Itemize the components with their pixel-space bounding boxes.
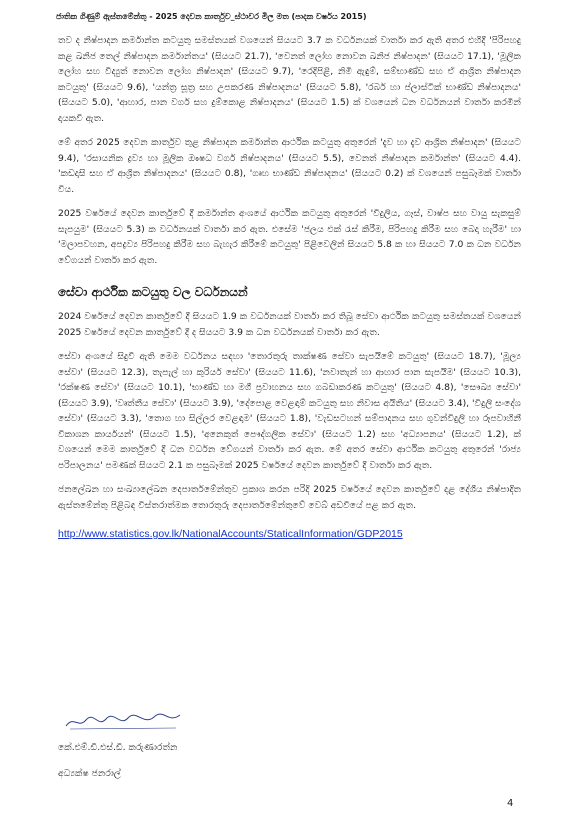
signatory-title: අධ්‍යක්ෂ ජනරාල් bbox=[58, 768, 121, 779]
statistics-website-link[interactable]: http://www.statistics.gov.lk/NationalAccounts/StaticalInformation/GDP2015 bbox=[58, 528, 403, 540]
paragraph-services-detail: සේවා අංශයේ සිදුවී ඇති මෙම වර්ධනය සඳහා 'තොරතුරු තාක්ෂණ සේවා සැපයීමේ කටයුතු' (සියයට 18.7), 'මූල්‍ය සේවා' (සියයට 12.3), තැපැල් හා කුරියර් සේවා' (සියයට 11.6), 'නවාතැන් හා ආහාර පාන සැපයීම' (සියයට 10.3), 'රක්ෂණ සේවා' (සියයට 10.1), 'භාණ්ඩ හා මගී ප්‍රවාහනය සහ ගබඩාකරණ කටයුතු' (සියයට 4.8), 'සෞඛ්‍ය සේවා' (සියයට 3.9), 'වෘත්තීය සේවා' (සියයට 3.9), 'දේපොළ වෙළඳාම් කටයුතු සහ නිවාස අයිතිය' (සියයට 3.4), 'විදුලි සංදේශ සේවා' (සියයට 3.3), 'තොග හා සිල්ලර වෙළඳාම' (සියයට 1.8), 'වැඩසටහන් සම්පාදනය සහ ගුවන්විදුලි හා රූපවාහිනී විකාශන කාර්යයන්' (සියයට 1.5), 'අනෙකුත් පෞද්ගලික සේවා' (සියයට 1.2) සහ 'අධ්‍යාපනය' (සියයට 1.2), ක් වශයෙන් මෙම කාර්තුවේ දී ධන වර්ධන වේගයන් වාර්තා කර ඇත. මේ අතර සේවා ආර්ථික කටයුතු අතුරෙන් 'රාජ්‍ය පරිපාලනය' පමණක් සියයට 2.1 ක පසුබෑමක් 2025 වර්ෂයේ දෙවන කාර්තුවේ දී වාර්තා කර ඇත. bbox=[58, 351, 521, 471]
section-heading-services: සේවා ආර්ථික කටයුතු වල වර්ධනයන් bbox=[58, 285, 248, 299]
document-body bbox=[58, 33, 521, 541]
page-header: ජාතික ගිණුම් ඇස්තමේන්තු - 2025 දෙවන කාර්තුව_ස්ථාවර මිල මත (පාදක වර්ෂය 2015) bbox=[56, 12, 367, 21]
paragraph-manufacturing-decline: මේ අතර 2025 දෙවන කාර්තුව තුළ නිෂ්පාදන කර්මාන්ත ආර්ථික කටයුතු අතුරෙන් 'දැව හා දැව ආශ්‍රිත නිෂ්පාදන' (සියයට 9.4), 'රසායනික ද්‍රව්‍ය හා මූලික ඖෂධ වර්ග නිෂ්පාදනය' (සියයට 5.5), වෙනත් නිෂ්පාදන කර්මාන්ත' (සියයට 4.4). 'කඩදාසි සහ ඒ ආශ්‍රිත නිෂ්පාදනය' (සියයට 0.8), 'ගෘහ භාණ්ඩ නිෂ්පාදනය' (සියයට 0.2) ක් වශයෙන් පසුබෑමක් වාර්තා විය. bbox=[58, 137, 521, 195]
handwritten-signature bbox=[64, 709, 184, 733]
page-number: 4 bbox=[507, 798, 514, 809]
signatory-name: කේ.එම්.ඩී.එස්.ඩී. කරුණාරත්න bbox=[58, 742, 178, 753]
paragraph-services-overview: 2024 වර්ෂයේ දෙවන කාර්තුවේ දී සියයට 1.9 ක වර්ධනයක් වාර්තා කර තිබූ සේවා ආර්ථික කටයුතු සමස්තයක් වශයෙන් 2025 වර්ෂයේ දෙවන කාර්තුවේ දී ද සියයට 3.9 ක ධන වර්ධනයක් වාර්තා කර ඇත. bbox=[58, 311, 521, 338]
paragraph-industry-utilities: 2025 වර්ෂයේ දෙවන කාර්තුවේ දී කර්මාන්ත අංශයේ ආර්ථික කටයුතු අතුරෙන් 'විදුලිය, ගෑස්, වාෂ්ප සහ වායු සැකසුම් සැපයුම' (සියයට 5.3) ක වර්ධනයක් වාර්තා කර ඇත. එසේම 'ජලය එක් රැස් කිරීම, පිරිපහදු කිරීම සහ බෙදා හැරීම' හා 'මලාපවහන, අපද්‍රව්‍ය පිරිපහදු කිරීම සහ බැහැර කිරීමේ කටයුතු' පිළිවෙලින් සියයට 5.8 ක හා සියයට 7.0 ක ධන වර්ධන වේගයන් වාර්තා කර ඇත. bbox=[58, 208, 521, 266]
paragraph-publication-note: ජනලේඛන හා සංඛ්‍යාලේඛන දෙපාර්තමේන්තුව ප්‍රකාශ කරන පරිදි 2025 වර්ෂයේ දෙවන කාර්තුවේ දළ දේශීය නිෂ්පාදිත ඇස්තමේන්තු පිළිබඳ විස්තරාත්මක තොරතුරු දෙපාර්තමේන්තුවේ වෙබ් අඩවියේ පළ කර ඇත. bbox=[58, 484, 521, 511]
paragraph-manufacturing-growth: තව ද නිෂ්පාදන කර්මාන්ත කටයුතු සමස්තයක් වශයෙන් සියයට 3.7 ක වර්ධනයක් වාර්තා කර ඇති අතර එහිදී 'පිරිපහදු කළ ඛනිජ තෙල් නිෂ්පාදන කර්මාන්තය' (සියයට 21.7), 'වෙනත් ලෝහ නොවන ඛනිජ නිෂ්පාදන' (සියයට 17.1), 'මූලික ලෝහ සහ විද්‍යුත් නොවන ලෝහ නිෂ්පාදන' (සියයට 9.7), 'රෙදිපිළි, නිමි ඇඳුම්, සම්භාණ්ඩ සහ ඒ ආශ්‍රිත නිෂ්පාදන කටයුතු' (සියයට 9.6), 'යන්ත්‍ර සූත්‍ර සහ උපකරණ නිෂ්පාදනය' (සියයට 5.8), 'රබර් හා ප්ලාස්ටික් භාණ්ඩ නිෂ්පාදනය' (සියයට 5.0), 'ආහාර, පාන වර්ග සහ දුම්කොළ නිෂ්පාදනය' (සියයට 1.5) ක් වශයෙන් ධන වර්ධනයන් වාර්තා කරමින් දායකවී ඇත. bbox=[58, 35, 521, 124]
